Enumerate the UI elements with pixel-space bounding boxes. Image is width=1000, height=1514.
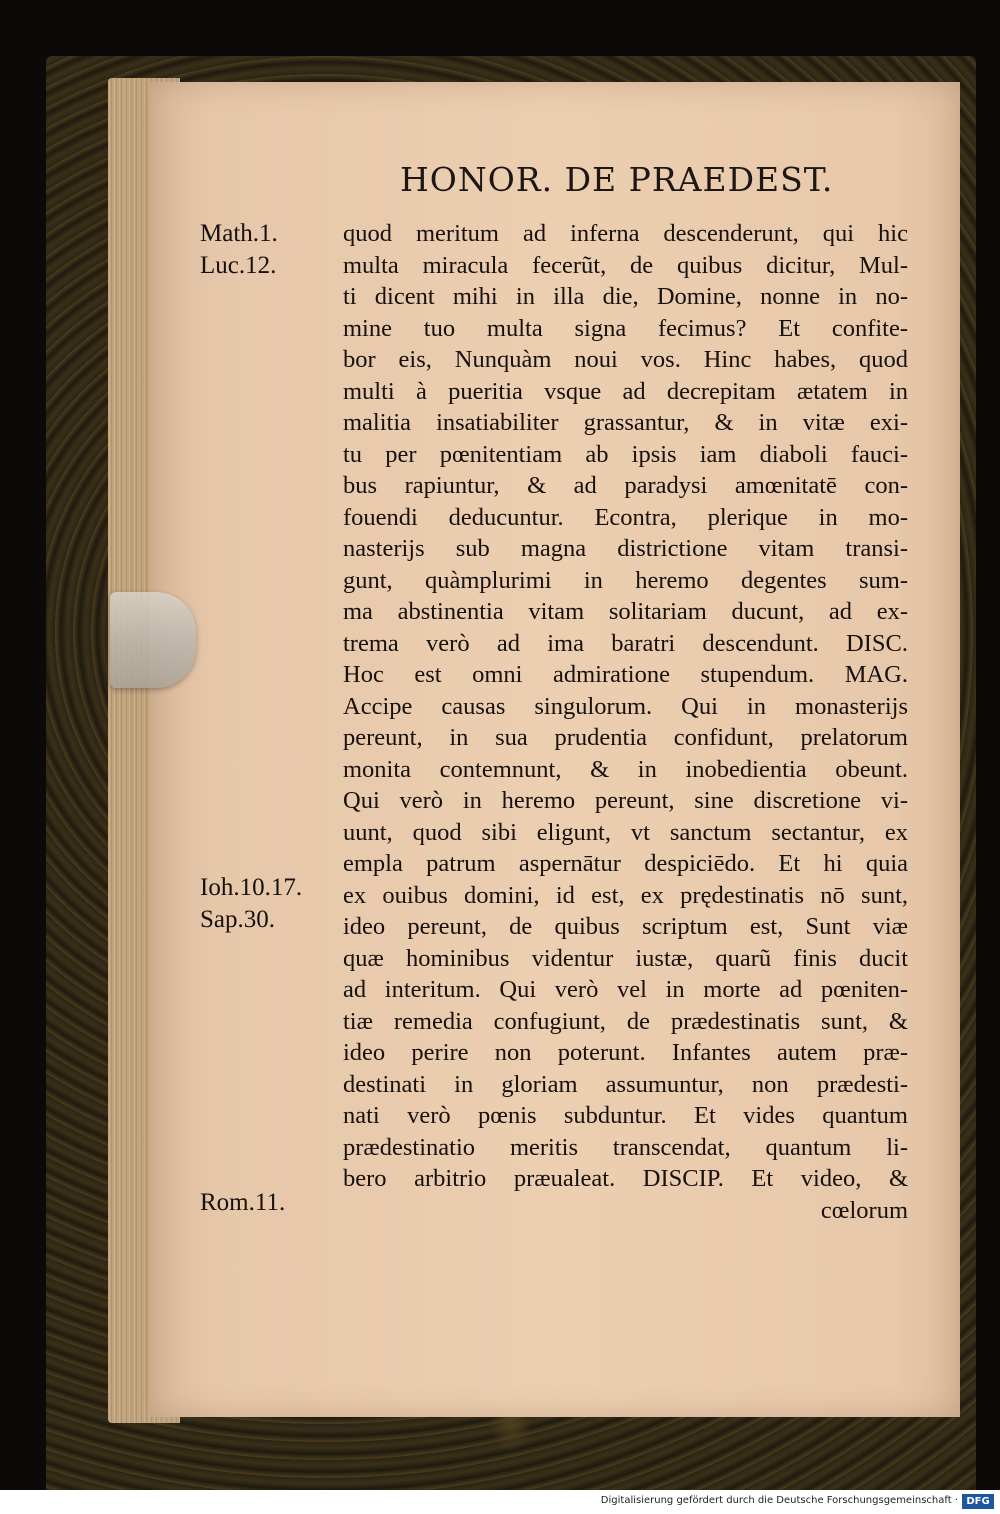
margin-note-rom: Rom.11. <box>200 1189 286 1216</box>
funding-credit: Digitalisierung gefördert durch die Deutsche Forschungsgemeinschaft · <box>600 1495 958 1506</box>
text-line: malitia insatiabiliter grassantur, & in vitæ exi- <box>343 409 908 436</box>
text-line: quod meritum ad inferna descenderunt, qui hic <box>343 220 908 247</box>
margin-note-luc: Luc.12. <box>200 252 277 279</box>
dfg-logo: DFG <box>962 1494 994 1509</box>
text-line: multa miracula fecerũt, de quibus dicitur, Mul- <box>343 251 908 279</box>
text-line: Hoc est omni admiratione stupendum. MAG. <box>343 661 908 688</box>
text-line: empla patrum aspernātur despiciēdo. Et hi quia <box>343 850 908 877</box>
margin-note-sap: Sap.30. <box>200 906 275 933</box>
text-line: trema verò ad ima baratri descendunt. DISC. <box>343 629 908 657</box>
catchword: cœlorum <box>820 1196 908 1224</box>
text-line: destinati in gloriam assumuntur, non prædesti- <box>343 1070 908 1098</box>
margin-note-math: Math.1. <box>200 220 278 247</box>
text-line: uunt, quod sibi eligunt, vt sanctum sectantur, ex <box>343 818 908 846</box>
text-line: tu per pœnitentiam ab ipsis iam diaboli fauci- <box>343 440 908 468</box>
text-line: bor eis, Nunquàm noui vos. Hinc habes, quod <box>343 346 908 373</box>
text-line: nati verò pœnis subduntur. Et vides quantum <box>343 1102 908 1129</box>
text-line: ideo perire non poterunt. Infantes autem præ- <box>343 1039 908 1066</box>
body-text <box>343 218 908 1226</box>
text-line: multi à pueritia vsque ad decrepitam ætatem in <box>343 377 908 405</box>
text-line: bus rapiuntur, & ad paradysi amœnitatē con- <box>343 472 908 499</box>
text-line: monita contemnunt, & in inobedientia obeunt. <box>343 755 908 783</box>
footer-bar <box>0 1490 1000 1514</box>
text-line: Qui verò in heremo pereunt, sine discretione vi- <box>343 787 908 814</box>
text-line: pereunt, in sua prudentia confidunt, prelatorum <box>343 724 908 751</box>
text-line: ex ouibus domini, id est, ex prędestinatis nō sunt, <box>343 881 908 909</box>
text-line: Accipe causas singulorum. Qui in monasterijs <box>343 692 908 720</box>
text-line: ideo pereunt, de quibus scriptum est, Sunt viæ <box>343 913 908 940</box>
text-line: nasterijs sub magna districtione vitam transi- <box>343 535 908 562</box>
margin-note-joh: Ioh.10.17. <box>200 874 303 901</box>
text-line: tiæ remedia confugiunt, de prædestinatis sunt, & <box>343 1007 908 1035</box>
text-line: ad interitum. Qui verò vel in morte ad pœniten- <box>343 976 908 1003</box>
text-line: prædestinatio meritis transcendat, quantum li- <box>343 1133 908 1161</box>
text-line: ti dicent mihi in illa die, Domine, nonne in no- <box>343 283 908 310</box>
clasp-tab <box>110 592 196 688</box>
text-line: gunt, quàmplurimi in heremo degentes sum- <box>343 566 908 594</box>
text-line: mine tuo multa signa fecimus? Et confite- <box>343 314 908 342</box>
running-header: HONOR. DE PRAEDEST. <box>400 160 834 199</box>
text-line: fouendi deducuntur. Econtra, plerique in mo- <box>343 503 908 531</box>
text-line: quæ hominibus videntur iustæ, quarũ finis ducit <box>343 944 908 972</box>
text-line: ma abstinentia vitam solitariam ducunt, ad ex- <box>343 598 908 625</box>
text-line: bero arbitrio præualeat. DISCIP. Et video, & <box>343 1165 908 1192</box>
